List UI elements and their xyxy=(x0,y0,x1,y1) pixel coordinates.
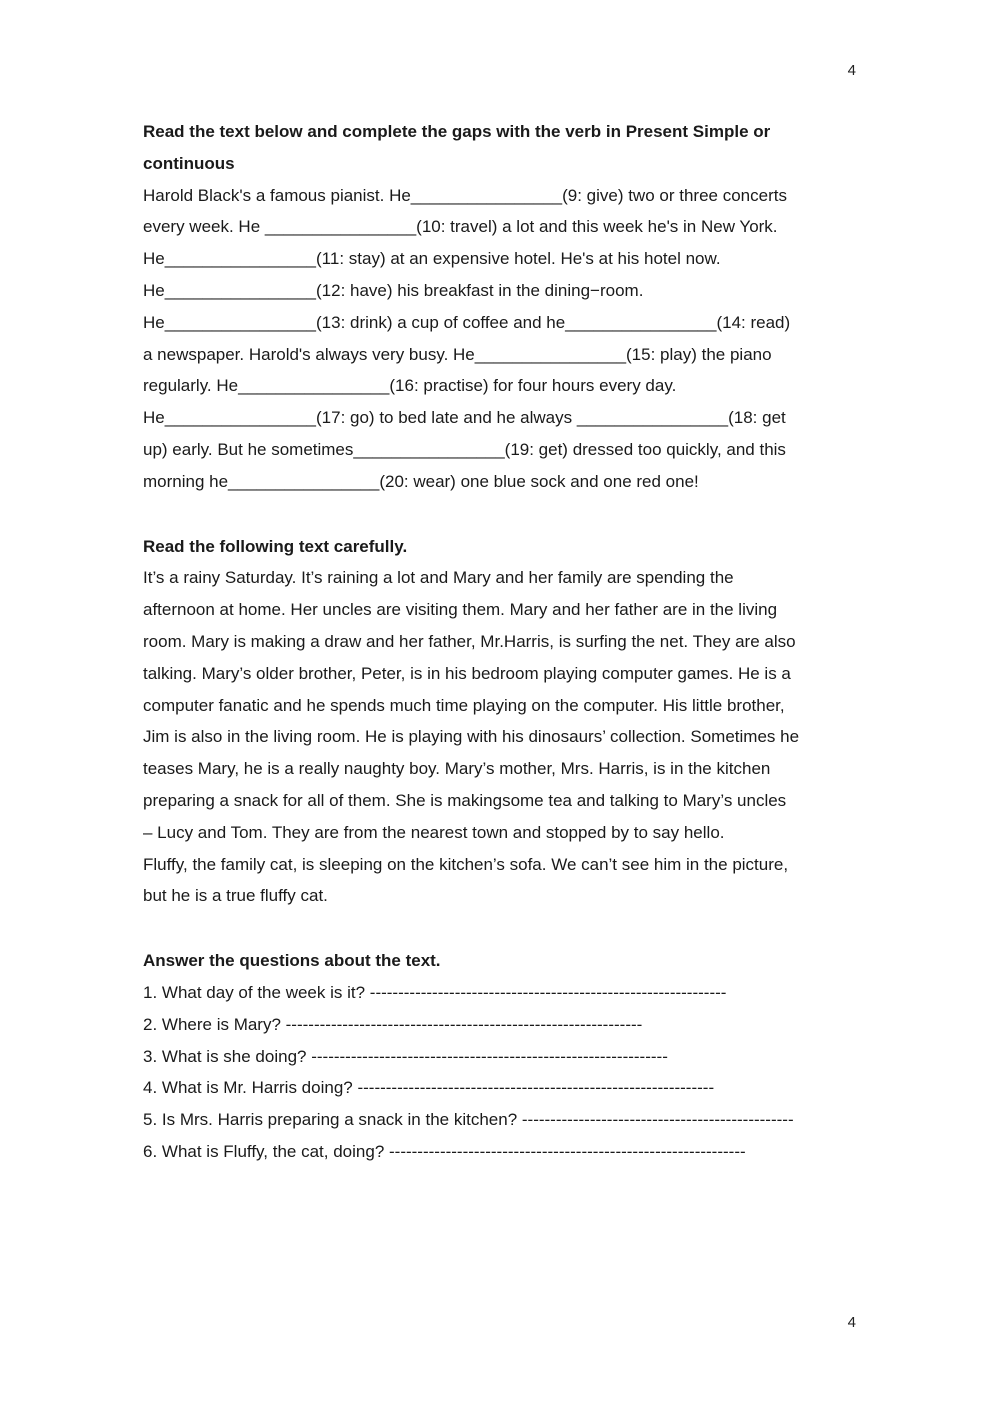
exercise-line: morning he________________(20: wear) one blue sock and one red one! xyxy=(143,471,699,491)
exercise-line: He________________(13: drink) a cup of coffee and he________________(14: read) xyxy=(143,312,791,332)
paragraph-line: preparing a snack for all of them. She is makingsome tea and talking to Mary’s uncles xyxy=(143,790,787,810)
paragraph-line: teases Mary, he is a really naughty boy. Mary’s mother, Mrs. Harris, is in the kitchen xyxy=(143,759,771,779)
question-line: 3. What is she doing? --------------------------------------------------------------- xyxy=(143,1046,668,1066)
worksheet-content xyxy=(143,116,863,1168)
paragraph-line: Fluffy, the family cat, is sleeping on the kitchen’s sofa. We can’t see him in the picture, xyxy=(143,854,789,874)
exercise-line: He________________(12: have) his breakfast in the dining−room. xyxy=(143,280,644,300)
exercise-line: Harold Black's a famous pianist. He________________(9: give) two or three concerts xyxy=(143,185,787,205)
page-number-bottom: 4 xyxy=(847,1314,856,1331)
question-line: 2. Where is Mary? --------------------------------------------------------------- xyxy=(143,1014,643,1034)
section-heading-line: continuous xyxy=(143,153,235,173)
paragraph-line: computer fanatic and he spends much time playing on the computer. His little brother, xyxy=(143,695,785,715)
section-heading: Answer the questions about the text. xyxy=(143,951,441,971)
exercise-line: regularly. He________________(16: practise) for four hours every day. xyxy=(143,376,677,396)
section-questions xyxy=(143,945,863,1168)
exercise-line: every week. He ________________(10: travel) a lot and this week he's in New York. xyxy=(143,217,778,237)
question-line: 1. What day of the week is it? --------------------------------------------------------------- xyxy=(143,982,727,1002)
question-line: 6. What is Fluffy, the cat, doing? --------------------------------------------------------------- xyxy=(143,1141,746,1161)
paragraph-line: afternoon at home. Her uncles are visiting them. Mary and her father are in the living xyxy=(143,600,778,620)
exercise-line: He________________(17: go) to bed late and he always ________________(18: get xyxy=(143,408,786,428)
section-spacer xyxy=(143,912,863,945)
section-heading-line: Read the text below and complete the gaps with the verb in Present Simple or xyxy=(143,122,771,141)
page-number-top: 4 xyxy=(847,62,856,79)
question-line: 4. What is Mr. Harris doing? --------------------------------------------------------------- xyxy=(143,1078,715,1098)
section-spacer xyxy=(143,498,863,531)
paragraph-line: talking. Mary’s older brother, Peter, is in his bedroom playing computer games. He is a xyxy=(143,663,791,683)
paragraph-line: room. Mary is making a draw and her father, Mr.Harris, is surfing the net. They are also xyxy=(143,631,796,651)
paragraph-line: It’s a rainy Saturday. It’s raining a lot and Mary and her family are spending the xyxy=(143,568,734,588)
paragraph-line: but he is a true fluffy cat. xyxy=(143,886,328,906)
exercise-line: He________________(11: stay) at an expensive hotel. He's at his hotel now. xyxy=(143,249,721,269)
paragraph-line: – Lucy and Tom. They are from the nearest town and stopped by to say hello. xyxy=(143,822,725,842)
exercise-line: up) early. But he sometimes________________(19: get) dressed too quickly, and this xyxy=(143,439,786,459)
section-gap-fill xyxy=(143,116,863,498)
section-heading: Read the following text carefully. xyxy=(143,536,408,556)
exercise-line: a newspaper. Harold's always very busy. He________________(15: play) the piano xyxy=(143,344,772,364)
paragraph-line: Jim is also in the living room. He is playing with his dinosaurs’ collection. Sometimes he xyxy=(143,727,800,747)
question-line: 5. Is Mrs. Harris preparing a snack in the kitchen? ------------------------------------------------ xyxy=(143,1110,794,1130)
section-reading-text xyxy=(143,531,863,913)
